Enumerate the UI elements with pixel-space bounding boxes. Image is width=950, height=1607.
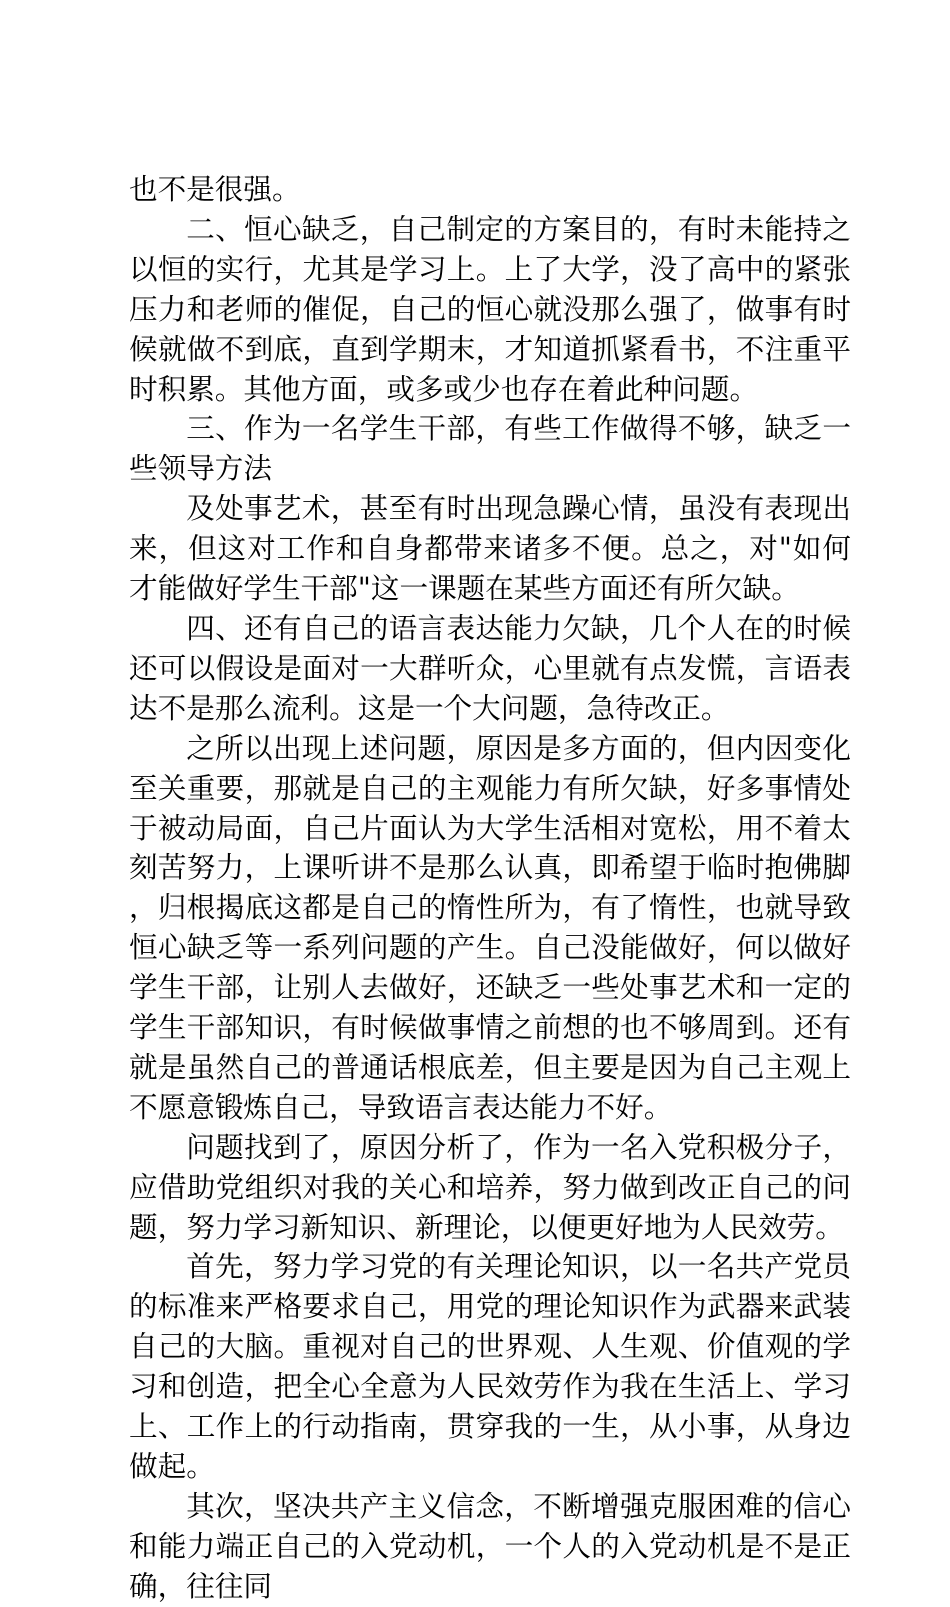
paragraph-solution-intro: 问题找到了，原因分析了，作为一名入党积极分子，应借助党组织对我的关心和培养，努力做到改正自己的问题，努力学习新知识、新理论，以便更好地为人民效劳。 (129, 1129, 851, 1244)
paragraph-perseverance: 二、恒心缺乏，自己制定的方案目的，有时未能持之以恒的实行，尤其是学习上。上了大学，没了高中的紧张压力和老师的催促，自己的恒心就没那么强了，做事有时候就做不到底，直到学期末，才知道抓紧看书，不注重平时积累。其他方面，或多或少也存在着此种问题。 (129, 211, 851, 406)
paragraph-second-measure: 其次，坚决共产主义信念，不断增强克服困难的信心和能力端正自己的入党动机，一个人的入党动机是不是正确，往往同 (129, 1488, 851, 1603)
paragraph-student-cadre: 三、作为一名学生干部，有些工作做得不够，缺乏一些领导方法 (129, 411, 851, 486)
document-body (129, 170, 851, 1607)
paragraph-work-art: 及处事艺术，甚至有时出现急躁心情，虽没有表现出来，但这对工作和自身都带来诸多不便。总之，对"如何才能做好学生干部"这一课题在某些方面还有所欠缺。 (129, 491, 851, 606)
paragraph-language-expression: 四、还有自己的语言表达能力欠缺，几个人在的时候还可以假设是面对一大群听众，心里就有点发慌，言语表达不是那么流利。这是一个大问题，急待改正。 (129, 610, 851, 725)
paragraph-continuation: 也不是很强。 (129, 172, 301, 206)
paragraph-first-measure: 首先，努力学习党的有关理论知识，以一名共产党员的标准来严格要求自己，用党的理论知识作为武器来武装自己的大脑。重视对自己的世界观、人生观、价值观的学习和创造，把全心全意为人民效劳作为我在生活上、学习上、工作上的行动指南，贯穿我的一生，从小事，从身边做起。 (129, 1249, 851, 1483)
paragraph-causes: 之所以出现上述问题，原因是多方面的，但内因变化至关重要，那就是自己的主观能力有所欠缺，好多事情处于被动局面，自己片面认为大学生活相对宽松，用不着太刻苦努力，上课听讲不是那么认真，即希望于临时抱佛脚，归根揭底这都是自己的惰性所为，有了惰性，也就导致恒心缺乏等一系列问题的产生。自己没能做好，何以做好学生干部，让别人去做好，还缺乏一些处事艺术和一定的学生干部知识，有时候做事情之前想的也不够周到。还有就是虽然自己的普通话根底差，但主要是因为自己主观上不愿意锻炼自己，导致语言表达能力不好。 (129, 730, 851, 1124)
